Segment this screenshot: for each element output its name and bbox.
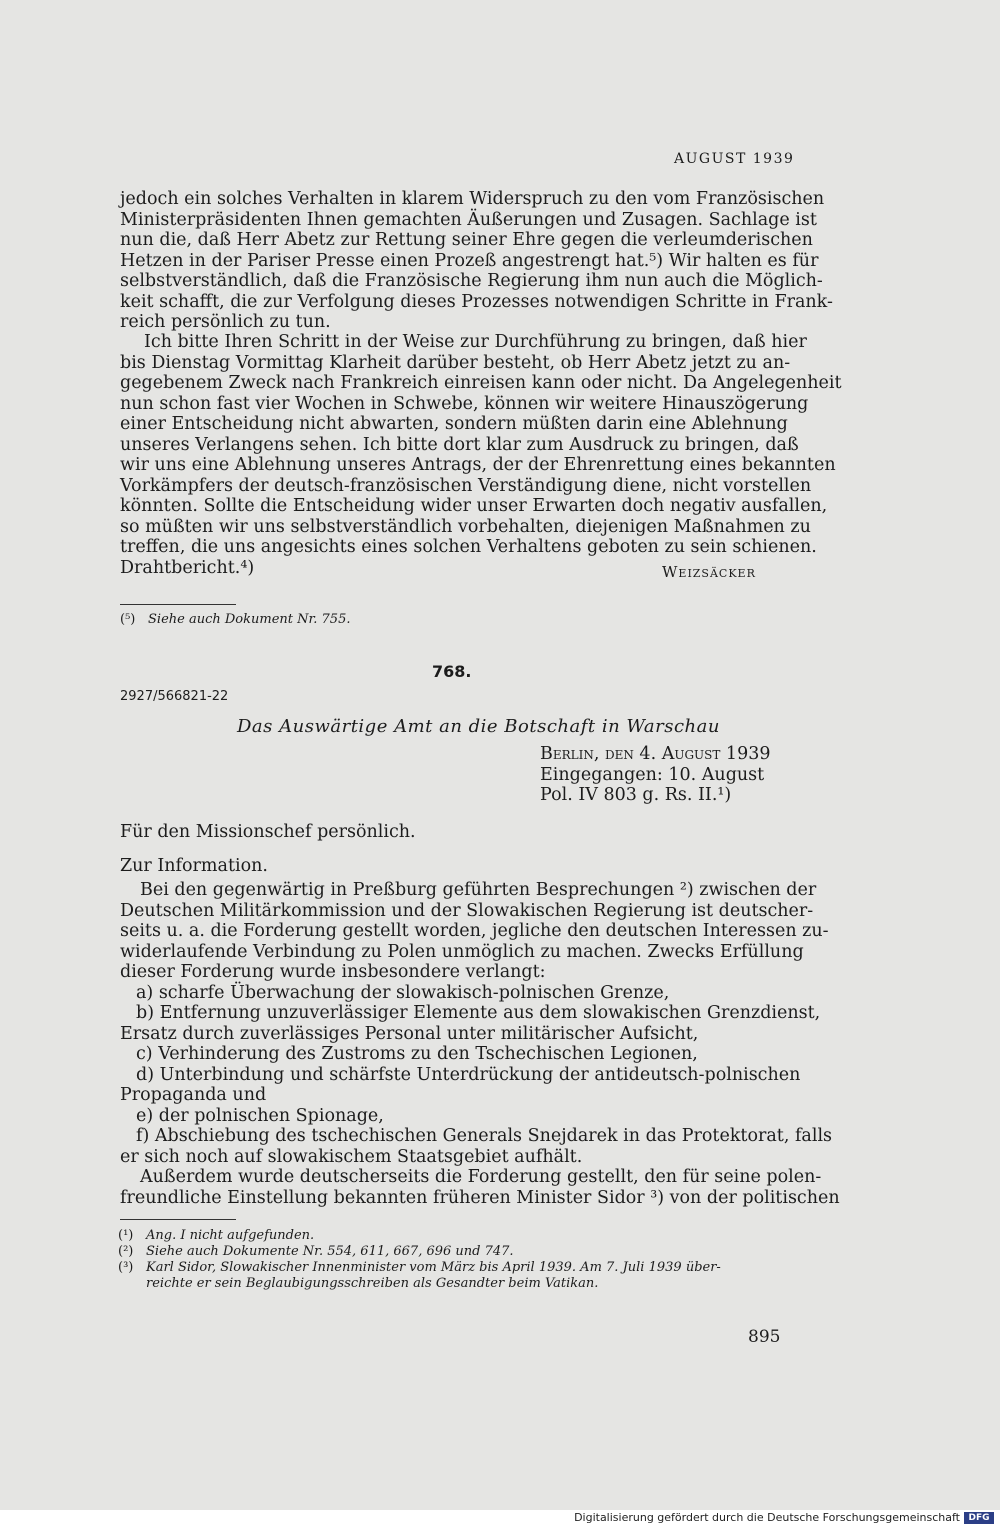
text-line: unseres Verlangens sehen. Ich bitte dort klar zum Ausdruck zu bringen, daß (120, 434, 799, 455)
footnote-text: reichte er sein Beglaubigungsschreiben als Gesandter beim Vatikan. (146, 1276, 599, 1291)
text-line: gegebenem Zweck nach Frankreich einreisen kann oder nicht. Da Angelegenheit (120, 373, 842, 393)
funding-note: Digitalisierung gefördert durch die Deutsche Forschungsgemeinschaft (574, 1511, 960, 1524)
list-item: b) Entfernung unzuverlässiger Elemente aus dem slowakischen Grenzdienst, (136, 1003, 821, 1023)
footnote (118, 1260, 721, 1275)
footnote-text: Ang. I nicht aufgefunden. (146, 1228, 315, 1243)
info-line: Zur Information. (120, 856, 268, 876)
text-line: wir uns eine Ablehnung unseres Antrags, der der Ehrenrettung eines bekannten (120, 455, 836, 475)
text-line: bis Dienstag Vormittag Klarheit darüber besteht, ob Herr Abetz jetzt zu an- (120, 352, 791, 373)
footnote-number: (¹) (118, 1228, 134, 1243)
text-line: Bei den gegenwärtig in Preßburg geführten Besprechungen ²) zwischen der (140, 880, 817, 900)
list-item: c) Verhinderung des Zustroms zu den Tschechischen Legionen, (136, 1044, 698, 1064)
footnote (118, 1276, 598, 1291)
list-item: f) Abschiebung des tschechischen Generals Snejdarek in das Protektorat, falls (136, 1126, 833, 1146)
salutation: Für den Missionschef persönlich. (120, 822, 416, 842)
footnote-number: (³) (118, 1260, 134, 1275)
dfg-logo-icon: DFG (964, 1512, 994, 1524)
text-line: einer Entscheidung nicht abwarten, sondern müßten darin eine Ablehnung (120, 414, 788, 434)
dateline-reference: Pol. IV 803 g. Rs. II.¹) (540, 785, 732, 805)
list-item: e) der polnischen Spionage, (136, 1105, 384, 1126)
footnote-text: Karl Sidor, Slowakischer Innenminister vom März bis April 1939. Am 7. Juli 1939 über- (146, 1260, 721, 1275)
signature: Weizsäcker (662, 563, 756, 581)
body-paragraph (120, 1167, 840, 1208)
footnote-number: (⁵) (120, 612, 136, 627)
body-paragraph (120, 189, 833, 333)
dateline-place-date: Berlin, den 4. August 1939 (540, 744, 771, 764)
text-line: nun die, daß Herr Abetz zur Rettung seiner Ehre gegen die verleumderischen (120, 230, 813, 250)
text-line: er sich noch auf slowakischem Staatsgebiet aufhält. (120, 1146, 583, 1167)
list-item: d) Unterbindung und schärfste Unterdrückung der antideutsch-polnischen (136, 1064, 801, 1085)
footnote (118, 1244, 514, 1259)
text-line: könnten. Sollte die Entscheidung wider unser Erwarten doch negativ ausfallen, (120, 496, 828, 516)
text-line: selbstverständlich, daß die Französische Regierung ihm nun auch die Möglich- (120, 271, 823, 291)
text-line: Außerdem wurde deutscherseits die Forderung gestellt, den für seine polen- (140, 1167, 822, 1187)
page-number: 895 (748, 1327, 781, 1347)
footnote-text: Siehe auch Dokument Nr. 755. (148, 612, 351, 627)
text-line: freundliche Einstellung bekannten früheren Minister Sidor ³) von der politischen (120, 1187, 840, 1208)
list-item: a) scharfe Überwachung der slowakisch-polnischen Grenze, (136, 982, 670, 1003)
text-line: Hetzen in der Pariser Presse einen Prozeß angestrengt hat.⁵) Wir halten es für (120, 250, 819, 271)
text-line: so müßten wir uns selbstverständlich vorbehalten, diejenigen Maßnahmen zu (120, 516, 811, 537)
text-line: Deutschen Militärkommission und der Slowakischen Regierung ist deutscher- (120, 900, 814, 921)
footnote-divider (120, 604, 236, 605)
dateline-received: Eingegangen: 10. August (540, 764, 765, 785)
footnote-number: (²) (118, 1244, 134, 1259)
text-line: Ich bitte Ihren Schritt in der Weise zur Durchführung zu bringen, daß hier (144, 332, 807, 352)
document-title: Das Auswärtige Amt an die Botschaft in Warschau (237, 716, 720, 737)
text-line: treffen, die uns angesichts eines solchen Verhaltens geboten zu sein schienen. (120, 537, 817, 557)
text-line: jedoch ein solches Verhalten in klarem Widerspruch zu den vom Französischen (120, 189, 825, 209)
dateline (540, 744, 770, 806)
body-paragraph (120, 880, 833, 1167)
body-paragraph (120, 332, 842, 578)
text-line: Propaganda und (120, 1085, 267, 1105)
footnote-divider (120, 1219, 236, 1220)
footnote (118, 1228, 314, 1243)
text-line: dieser Forderung wurde insbesondere verlangt: (120, 962, 546, 982)
file-code: 2927/566821-22 (120, 689, 229, 704)
text-line: Drahtbericht.⁴) (120, 557, 255, 578)
footnote (120, 612, 350, 627)
running-head: AUGUST 1939 (674, 151, 795, 167)
document-number: 768. (432, 662, 472, 681)
text-line: widerlaufende Verbindung zu Polen unmöglich zu machen. Zwecks Erfüllung (120, 941, 804, 962)
footnote-text: Siehe auch Dokumente Nr. 554, 611, 667, 696 und 747. (146, 1244, 514, 1259)
text-line: nun schon fast vier Wochen in Schwebe, können wir weitere Hinauszögerung (120, 393, 809, 414)
text-line: Vorkämpfers der deutsch-französischen Verständigung diene, nicht vorstellen (120, 475, 812, 496)
funding-bar (0, 1510, 1000, 1527)
text-line: reich persönlich zu tun. (120, 312, 331, 332)
text-line: Ministerpräsidenten Ihnen gemachten Äußerungen und Zusagen. Sachlage ist (120, 209, 817, 230)
text-line: keit schafft, die zur Verfolgung dieses Prozesses notwendigen Schritte in Frank- (120, 291, 833, 312)
text-line: Ersatz durch zuverlässiges Personal unter militärischer Aufsicht, (120, 1023, 699, 1044)
text-line: seits u. a. die Forderung gestellt worden, jegliche den deutschen Interessen zu- (120, 921, 829, 941)
